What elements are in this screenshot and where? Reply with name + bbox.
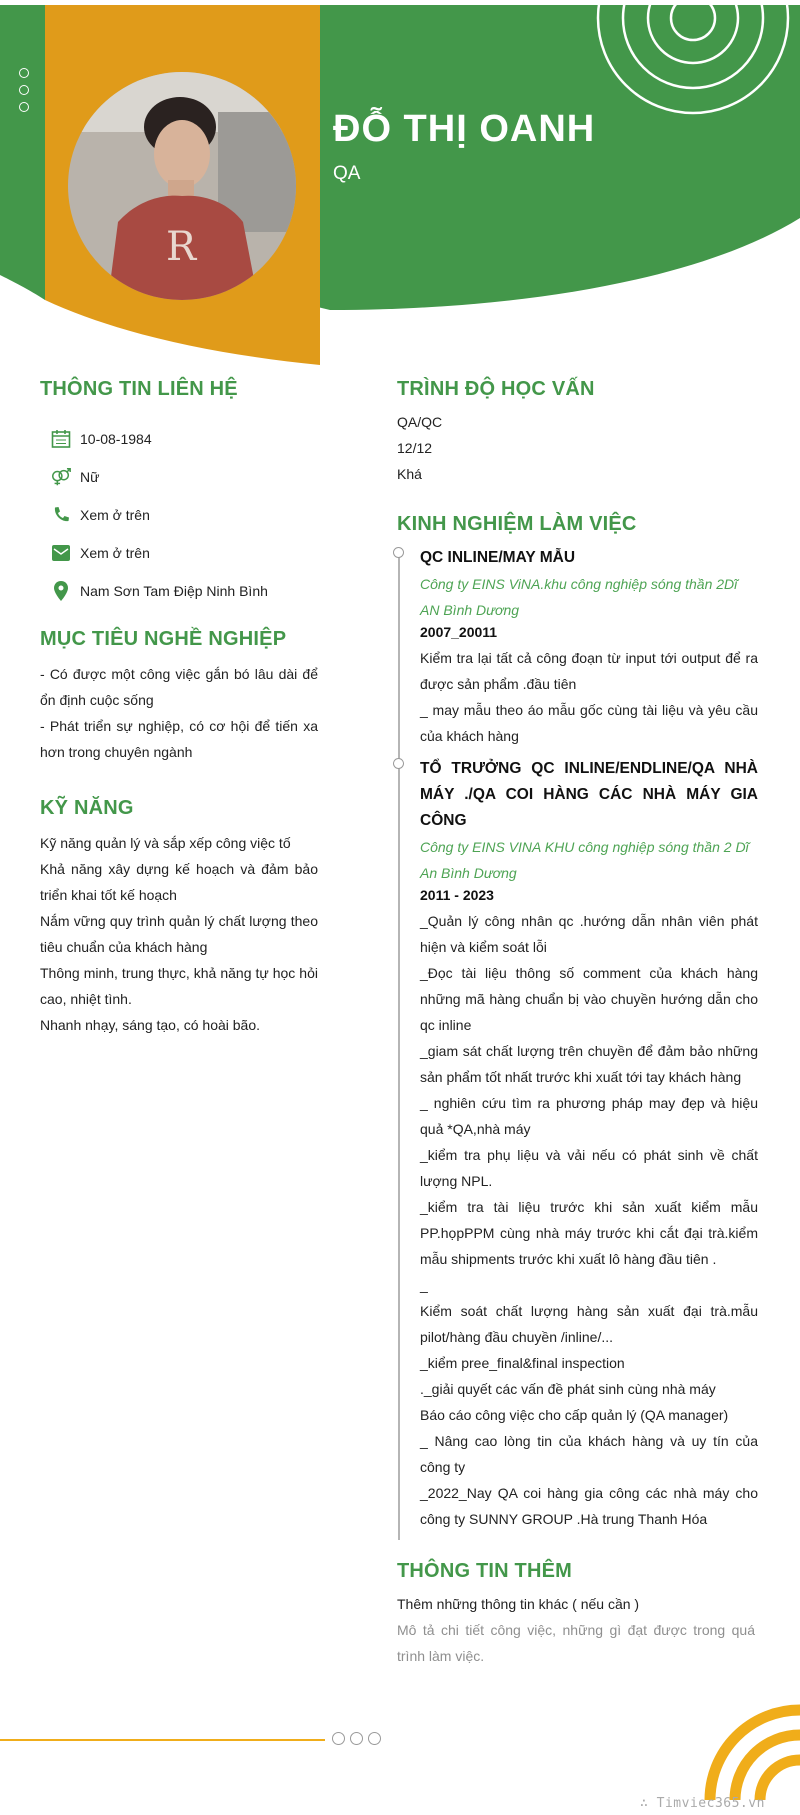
gender-value: Nữ (80, 469, 100, 485)
header-dots-decoration (19, 68, 31, 119)
gender-icon (50, 466, 72, 488)
contact-email (50, 541, 150, 565)
extra-detail: Mô tả chi tiết công việc, những gì đạt được trong quá trình làm việc. (397, 1622, 755, 1664)
skill-line: Khả năng xây dựng kế hoạch và đảm bảo triển khai tốt kế hoạch (40, 861, 318, 903)
contact-phone (50, 503, 150, 527)
objective-text (40, 661, 318, 765)
phone-icon (50, 504, 72, 526)
job-description-line: Báo cáo công việc cho cấp quản lý (QA manager) (420, 1407, 729, 1423)
objective-line: - Phát triển sự nghiệp, có cơ hội để tiến xa hơn trong chuyên ngành (40, 718, 318, 760)
contact-birthdate (50, 427, 152, 451)
job-description-line: _ may mẫu theo áo mẫu gốc cùng tài liệu và yêu cầu của khách hàng (420, 702, 758, 744)
email-icon (50, 542, 72, 564)
location-icon (50, 580, 72, 602)
job-description (420, 908, 758, 1532)
experience-section-title: KINH NGHIỆM LÀM VIỆC (397, 513, 637, 535)
birthdate-value: 10-08-1984 (80, 431, 152, 447)
skills-section-title: KỸ NĂNG (40, 797, 134, 819)
job-description-line: _2022_Nay QA coi hàng gia công các nhà máy cho công ty SUNNY GROUP .Hà trung Thanh Hóa (420, 1485, 758, 1527)
watermark: ∴ Timviec365.vn (640, 1796, 765, 1811)
address-value: Nam Sơn Tam Điệp Ninh Bình (80, 583, 268, 599)
contact-gender (50, 465, 99, 489)
skill-line: Nhanh nhạy, sáng tạo, có hoài bão. (40, 1017, 261, 1033)
job-description-line: _kiểm pree_final&final inspection (420, 1355, 625, 1371)
job-company: Công ty EINS VINA KHU công nghiệp sóng thần 2 Dĩ An Bình Dương (420, 839, 749, 881)
job-description (420, 645, 758, 749)
footer-dots-decoration (332, 1732, 386, 1745)
job-description-line: _giam sát chất lượng trên chuyền để đảm bảo những sản phẩm tốt nhất trước khi xuất tới tay khách hàng (420, 1043, 758, 1085)
skill-line: Nắm vững quy trình quản lý chất lượng theo tiêu chuẩn của khách hàng (40, 913, 318, 955)
calendar-icon (50, 428, 72, 450)
extra-heading: Thêm những thông tin khác ( nếu cần ) (397, 1596, 640, 1612)
job-period: 2011 - 2023 (420, 887, 494, 903)
job-description-line: _Quản lý công nhân qc .hướng dẫn nhân viên phát hiện và kiểm soát lỗi (420, 913, 758, 955)
timeline-dot (393, 758, 404, 769)
education-section-title: TRÌNH ĐỘ HỌC VẤN (397, 378, 595, 400)
skill-line: Kỹ năng quản lý và sắp xếp công việc tố (40, 835, 291, 851)
skill-line: Thông minh, trung thực, khả năng tự học hỏi cao, nhiệt tình. (40, 965, 318, 1007)
skills-text (40, 830, 318, 1038)
email-value: Xem ở trên (80, 545, 150, 561)
avatar (68, 72, 296, 300)
footer-divider (0, 1739, 325, 1741)
candidate-role: QA (333, 163, 361, 184)
education-major: QA/QC (397, 414, 443, 430)
education-grade: 12/12 (397, 440, 433, 456)
objective-section-title: MỤC TIÊU NGHỀ NGHIỆP (40, 628, 287, 650)
contact-address (50, 579, 268, 603)
job-title: QC INLINE/MAY MẪU (420, 549, 576, 566)
candidate-name: ĐỖ THỊ OANH (333, 108, 596, 150)
job-description-line: _kiểm tra phụ liệu và vải nếu có phát sinh về chất lượng NPL. (420, 1147, 758, 1189)
job-description-line: _kiểm tra tài liệu trước khi sản xuất kiểm mẫu PP.họpPPM cùng nhà máy trước khi cắt đại trà.kiểm mẫu shipments trước khi xuất lô hàng đầu tiên . (420, 1199, 758, 1267)
job-description-line: _ nghiên cứu tìm ra phương pháp may đẹp và hiệu quả *QA,nhà máy (420, 1095, 758, 1137)
timeline-line (398, 555, 400, 1540)
job-description-line: Kiểm tra lại tất cả công đoạn từ input tới output để ra được sản phẩm .đầu tiên (420, 650, 758, 692)
phone-value: Xem ở trên (80, 507, 150, 523)
job-description-line: Kiểm soát chất lượng hàng sản xuất đại trà.mẫu pilot/hàng đầu chuyền /inline/... (420, 1303, 758, 1345)
job-description-line: _ (420, 1277, 428, 1293)
job-period: 2007_20011 (420, 624, 498, 640)
education-details (397, 409, 757, 487)
job-company: Công ty EINS ViNA.khu công nghiệp sóng thần 2Dĩ AN Bình Dương (420, 576, 738, 618)
objective-line: - Có được một công việc gắn bó lâu dài để ổn định cuộc sống (40, 666, 318, 708)
timeline-dot (393, 547, 404, 558)
job-description-line: ._giải quyết các vấn đề phát sinh cùng nhà máy (420, 1381, 716, 1397)
education-rank: Khá (397, 466, 422, 482)
job-description-line: _ Nâng cao lòng tin của khách hàng và uy tín của công ty (420, 1433, 758, 1475)
footer-arcs-decoration (690, 1690, 800, 1800)
job-description-line: _Đọc tài liệu thông số comment của khách hàng những mã hàng chuẩn bị vào chuyền hướng dẫn cho qc inline (420, 965, 758, 1033)
job-title: TỔ TRƯỞNG QC INLINE/ENDLINE/QA NHÀ MÁY ./QA COI HÀNG CÁC NHÀ MÁY GIA CÔNG (420, 760, 758, 829)
contact-section-title: THÔNG TIN LIÊN HỆ (40, 378, 238, 400)
svg-text:R: R (166, 224, 197, 270)
extra-section-title: THÔNG TIN THÊM (397, 1560, 573, 1582)
